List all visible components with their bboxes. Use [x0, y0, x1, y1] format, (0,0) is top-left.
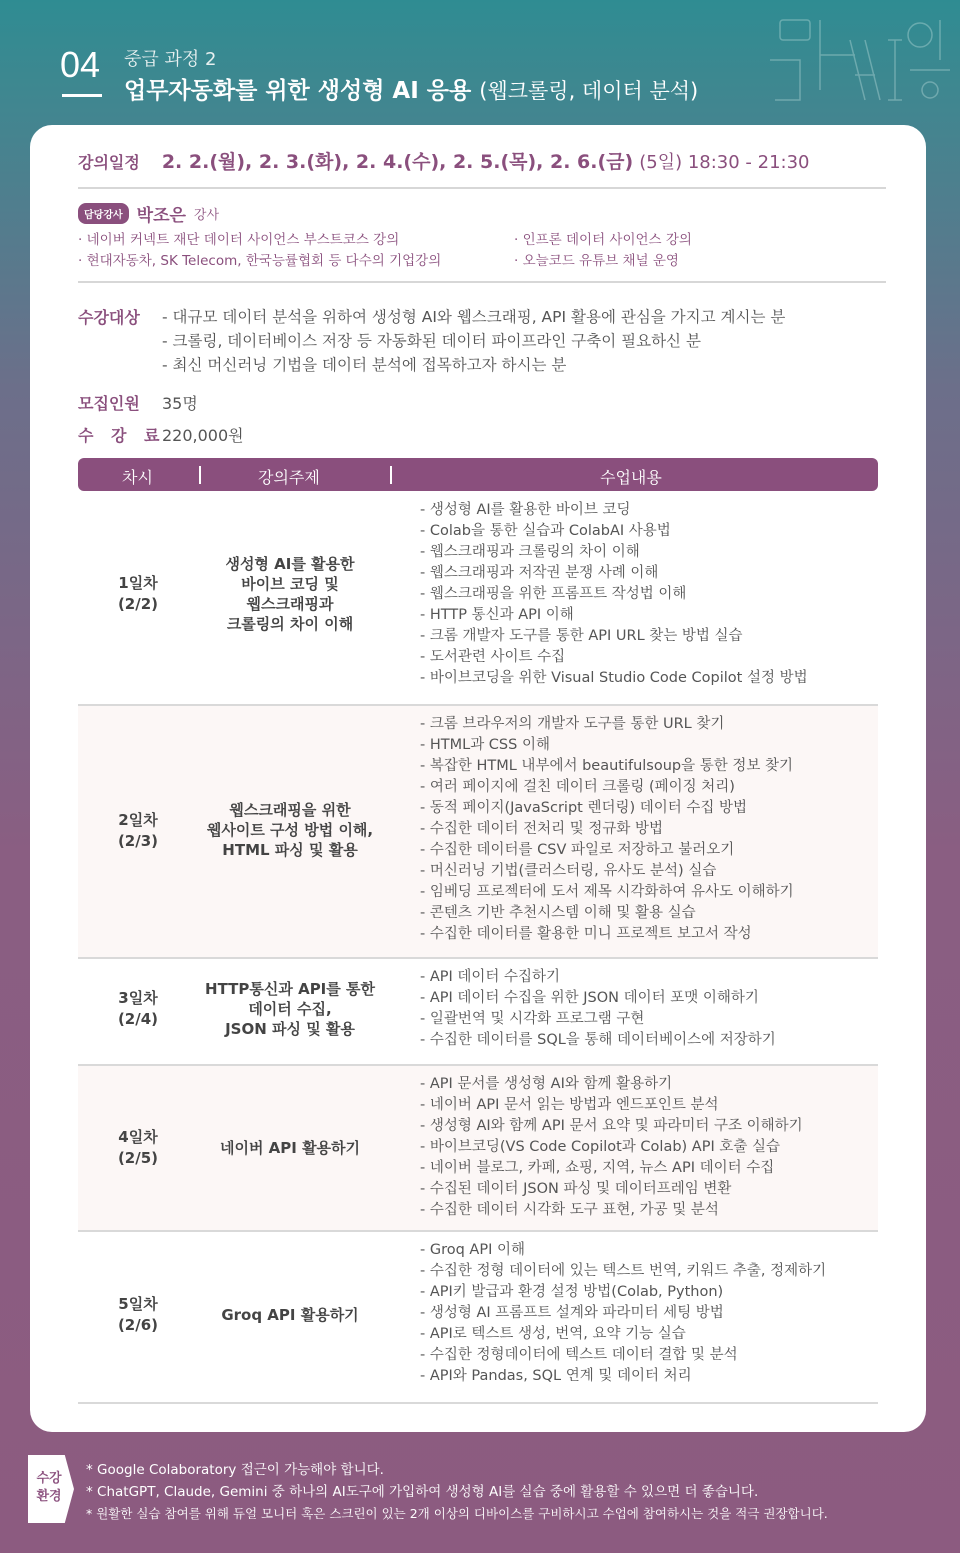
content-item: - API키 발급과 환경 설정 방법(Colab, Python)	[420, 1282, 826, 1303]
schedule-time: (5일) 18:30 - 21:30	[639, 152, 810, 173]
day-date: (2/4)	[117, 1010, 159, 1028]
target-item: - 대규모 데이터 분석을 위하여 생성형 AI와 웹스크래핑, API 활용에 관심을 가지고 계시는 분	[162, 308, 786, 326]
content-item: - 웹스크래핑을 위한 프롬프트 작성법 이해	[420, 584, 808, 605]
topic-line: 네이버 API 활용하기	[219, 1139, 361, 1157]
session-topic	[198, 554, 382, 634]
career-item: · 네이버 커넥트 재단 데이터 사이언스 부스트코스 강의	[78, 232, 400, 248]
day-label: 5일차	[118, 1295, 158, 1313]
day-label: 1일차	[118, 574, 158, 592]
topic-line: 웹사이트 구성 방법 이해,	[206, 821, 374, 839]
course-level: 중급 과정 2	[124, 49, 217, 70]
session-topic	[198, 800, 382, 860]
content-item: - HTTP 통신과 API 이해	[420, 605, 808, 626]
content-item: - 수집한 데이터를 CSV 파일로 저장하고 불러오기	[420, 840, 794, 861]
ai-circuit-decoration-icon	[760, 0, 960, 130]
recruit-label: 모집인원	[78, 394, 140, 413]
topic-line: 바이브 코딩 및	[241, 575, 339, 593]
content-item: - 바이브코딩을 위한 Visual Studio Code Copilot 설정 방법	[420, 668, 808, 689]
day-date: (2/3)	[117, 832, 159, 850]
environment-tag	[28, 1455, 74, 1523]
target-list	[162, 305, 785, 377]
content-item: - 수집한 데이터 전처리 및 정규화 방법	[420, 819, 794, 840]
content-list	[420, 967, 776, 1051]
content-list	[420, 500, 808, 689]
target-item: - 최신 머신러닝 기법을 데이터 분석에 접목하고자 하시는 분	[162, 356, 567, 374]
fee-label: 수 강 료	[78, 426, 166, 445]
header-session: 차시	[122, 468, 153, 487]
header-content: 수업내용	[600, 468, 662, 487]
topic-line: 웹스크래핑과	[246, 595, 334, 613]
target-label: 수강대상	[78, 308, 140, 327]
session-day	[78, 810, 198, 852]
instructor-row	[78, 201, 219, 226]
course-title	[124, 72, 698, 105]
content-item: - 크롬 브라우저의 개발자 도구를 통한 URL 찾기	[420, 714, 794, 735]
day-date: (2/5)	[117, 1149, 159, 1167]
divider	[78, 187, 886, 189]
topic-line: HTML 파싱 및 활용	[222, 841, 358, 859]
content-item: - 생성형 AI 프롬프트 설계와 파라미터 세팅 방법	[420, 1303, 826, 1324]
content-item: - 복잡한 HTML 내부에서 beautifulsoup을 통한 정보 찾기	[420, 756, 794, 777]
note-item: * Google Colaboratory 접근이 가능해야 합니다.	[86, 1459, 828, 1481]
content-item: - Colab을 통한 실습과 ColabAI 사용법	[420, 521, 808, 542]
divider	[78, 281, 886, 283]
topic-line: 크롤링의 차이 이해	[226, 615, 354, 633]
career-item: · 인프론 데이터 사이언스 강의	[514, 232, 692, 248]
content-item: - 크롬 개발자 도구를 통한 API URL 찾는 방법 실습	[420, 626, 808, 647]
content-item: - API로 텍스트 생성, 번역, 요약 기능 실습	[420, 1324, 826, 1345]
curriculum-table-header	[78, 458, 878, 491]
content-item: - 생성형 AI를 활용한 바이브 코딩	[420, 500, 808, 521]
content-list	[420, 1240, 826, 1387]
table-row	[78, 493, 878, 706]
session-topic	[198, 1305, 382, 1325]
header-topic: 강의주제	[258, 468, 320, 487]
day-date: (2/2)	[117, 595, 159, 613]
content-item: - 네이버 API 문서 읽는 방법과 엔드포인트 분석	[420, 1095, 803, 1116]
recruit-value: 35명	[162, 394, 198, 413]
content-item: - 수집한 데이터를 SQL을 통해 데이터베이스에 저장하기	[420, 1030, 776, 1051]
page-header	[0, 0, 960, 125]
number-underline	[62, 94, 102, 97]
session-day	[78, 1294, 198, 1336]
content-item: - 여러 페이지에 걸친 데이터 크롤링 (페이징 처리)	[420, 777, 794, 798]
content-item: - 수집된 데이터 JSON 파싱 및 데이터프레임 변환	[420, 1179, 803, 1200]
session-day	[78, 988, 198, 1030]
content-item: - 웹스크래핑과 저작권 분쟁 사례 이해	[420, 563, 808, 584]
course-title-main: 업무자동화를 위한 생성형 AI 응용	[124, 78, 472, 104]
course-number: 04	[60, 44, 101, 85]
content-item: - 수집한 데이터를 활용한 미니 프로젝트 보고서 작성	[420, 924, 794, 945]
course-card	[30, 125, 926, 1432]
fee-value: 220,000원	[162, 426, 244, 445]
table-row	[78, 1066, 878, 1232]
content-item: - API와 Pandas, SQL 연계 및 데이터 처리	[420, 1366, 826, 1387]
day-label: 4일차	[118, 1128, 158, 1146]
table-row	[78, 959, 878, 1066]
day-date: (2/6)	[117, 1316, 159, 1334]
session-day	[78, 1127, 198, 1169]
content-item: - 동적 페이지(JavaScript 렌더링) 데이터 수집 방법	[420, 798, 794, 819]
schedule-dates: 2. 2.(월), 2. 3.(화), 2. 4.(수), 2. 5.(목), 2. 6.(금)	[161, 151, 634, 173]
instructor-name: 박조은	[136, 206, 186, 226]
header-separator	[199, 466, 201, 484]
schedule-label: 강의일정	[78, 153, 140, 172]
note-item: * ChatGPT, Claude, Gemini 중 하나의 AI도구에 가입하여 생성형 AI를 실습 중에 활용할 수 있으면 더 좋습니다.	[86, 1481, 828, 1503]
label-line: 수강	[36, 1471, 62, 1486]
content-item: - HTML과 CSS 이해	[420, 735, 794, 756]
content-item: - 일괄번역 및 시각화 프로그램 구현	[420, 1009, 776, 1030]
day-label: 3일차	[118, 989, 158, 1007]
career-item: · 오늘코드 유튜브 채널 운영	[514, 253, 679, 269]
day-label: 2일차	[118, 811, 158, 829]
table-row	[78, 706, 878, 959]
content-item: - 네이버 블로그, 카페, 쇼핑, 지역, 뉴스 API 데이터 수집	[420, 1158, 803, 1179]
topic-line: 생성형 AI를 활용한	[225, 555, 355, 573]
schedule-row	[78, 147, 810, 174]
content-item: - 생성형 AI와 함께 API 문서 요약 및 파라미터 구조 이해하기	[420, 1116, 803, 1137]
target-item: - 크롤링, 데이터베이스 저장 등 자동화된 데이터 파이프라인 구축이 필요하신 분	[162, 332, 701, 350]
session-topic	[198, 979, 382, 1039]
topic-line: HTTP통신과 API를 통한	[205, 980, 375, 998]
content-item: - 웹스크래핑과 크롤링의 차이 이해	[420, 542, 808, 563]
table-row	[78, 1232, 878, 1404]
content-list	[420, 714, 794, 945]
instructor-badge: 담당강사	[78, 203, 129, 224]
content-item: - 임베딩 프로젝터에 도서 제목 시각화하여 유사도 이해하기	[420, 882, 794, 903]
content-item: - 머신러닝 기법(클러스터링, 유사도 분석) 실습	[420, 861, 794, 882]
content-item: - 바이브코딩(VS Code Copilot과 Colab) API 호출 실습	[420, 1137, 803, 1158]
content-item: - API 데이터 수집을 위한 JSON 데이터 포맷 이해하기	[420, 988, 776, 1009]
topic-line: 데이터 수집,	[248, 1000, 332, 1018]
environment-label	[30, 1470, 68, 1506]
content-item: - Groq API 이해	[420, 1240, 826, 1261]
course-title-paren: (웹크롤링, 데이터 분석)	[479, 79, 699, 103]
header-separator	[390, 466, 392, 484]
instructor-suffix: 강사	[193, 208, 220, 223]
content-item: - API 데이터 수집하기	[420, 967, 776, 988]
session-topic	[198, 1138, 382, 1158]
topic-line: JSON 파싱 및 활용	[225, 1020, 355, 1038]
content-item: - API 문서를 생성형 AI와 함께 활용하기	[420, 1074, 803, 1095]
career-item: · 현대자동차, SK Telecom, 한국능률협회 등 다수의 기업강의	[78, 253, 442, 269]
content-item: - 도서관련 사이트 수집	[420, 647, 808, 668]
content-item: - 콘텐츠 기반 추천시스템 이해 및 활용 실습	[420, 903, 794, 924]
content-list	[420, 1074, 803, 1221]
environment-notes	[86, 1459, 828, 1525]
content-item: - 수집한 정형데이터에 텍스트 데이터 결합 및 분석	[420, 1345, 826, 1366]
content-item: - 수집한 정형 데이터에 있는 텍스트 번역, 키워드 추출, 정제하기	[420, 1261, 826, 1282]
content-item: - 수집한 데이터 시각화 도구 표현, 가공 및 분석	[420, 1200, 803, 1221]
label-line: 환경	[36, 1489, 62, 1504]
topic-line: Groq API 활용하기	[221, 1306, 359, 1324]
note-item: * 원활한 실습 참여를 위해 듀얼 모니터 혹은 스크린이 있는 2개 이상의 디바이스를 구비하시고 수업에 참여하시는 것을 적극 권장합니다.	[86, 1503, 828, 1525]
session-day	[78, 573, 198, 615]
topic-line: 웹스크래핑을 위한	[229, 801, 351, 819]
